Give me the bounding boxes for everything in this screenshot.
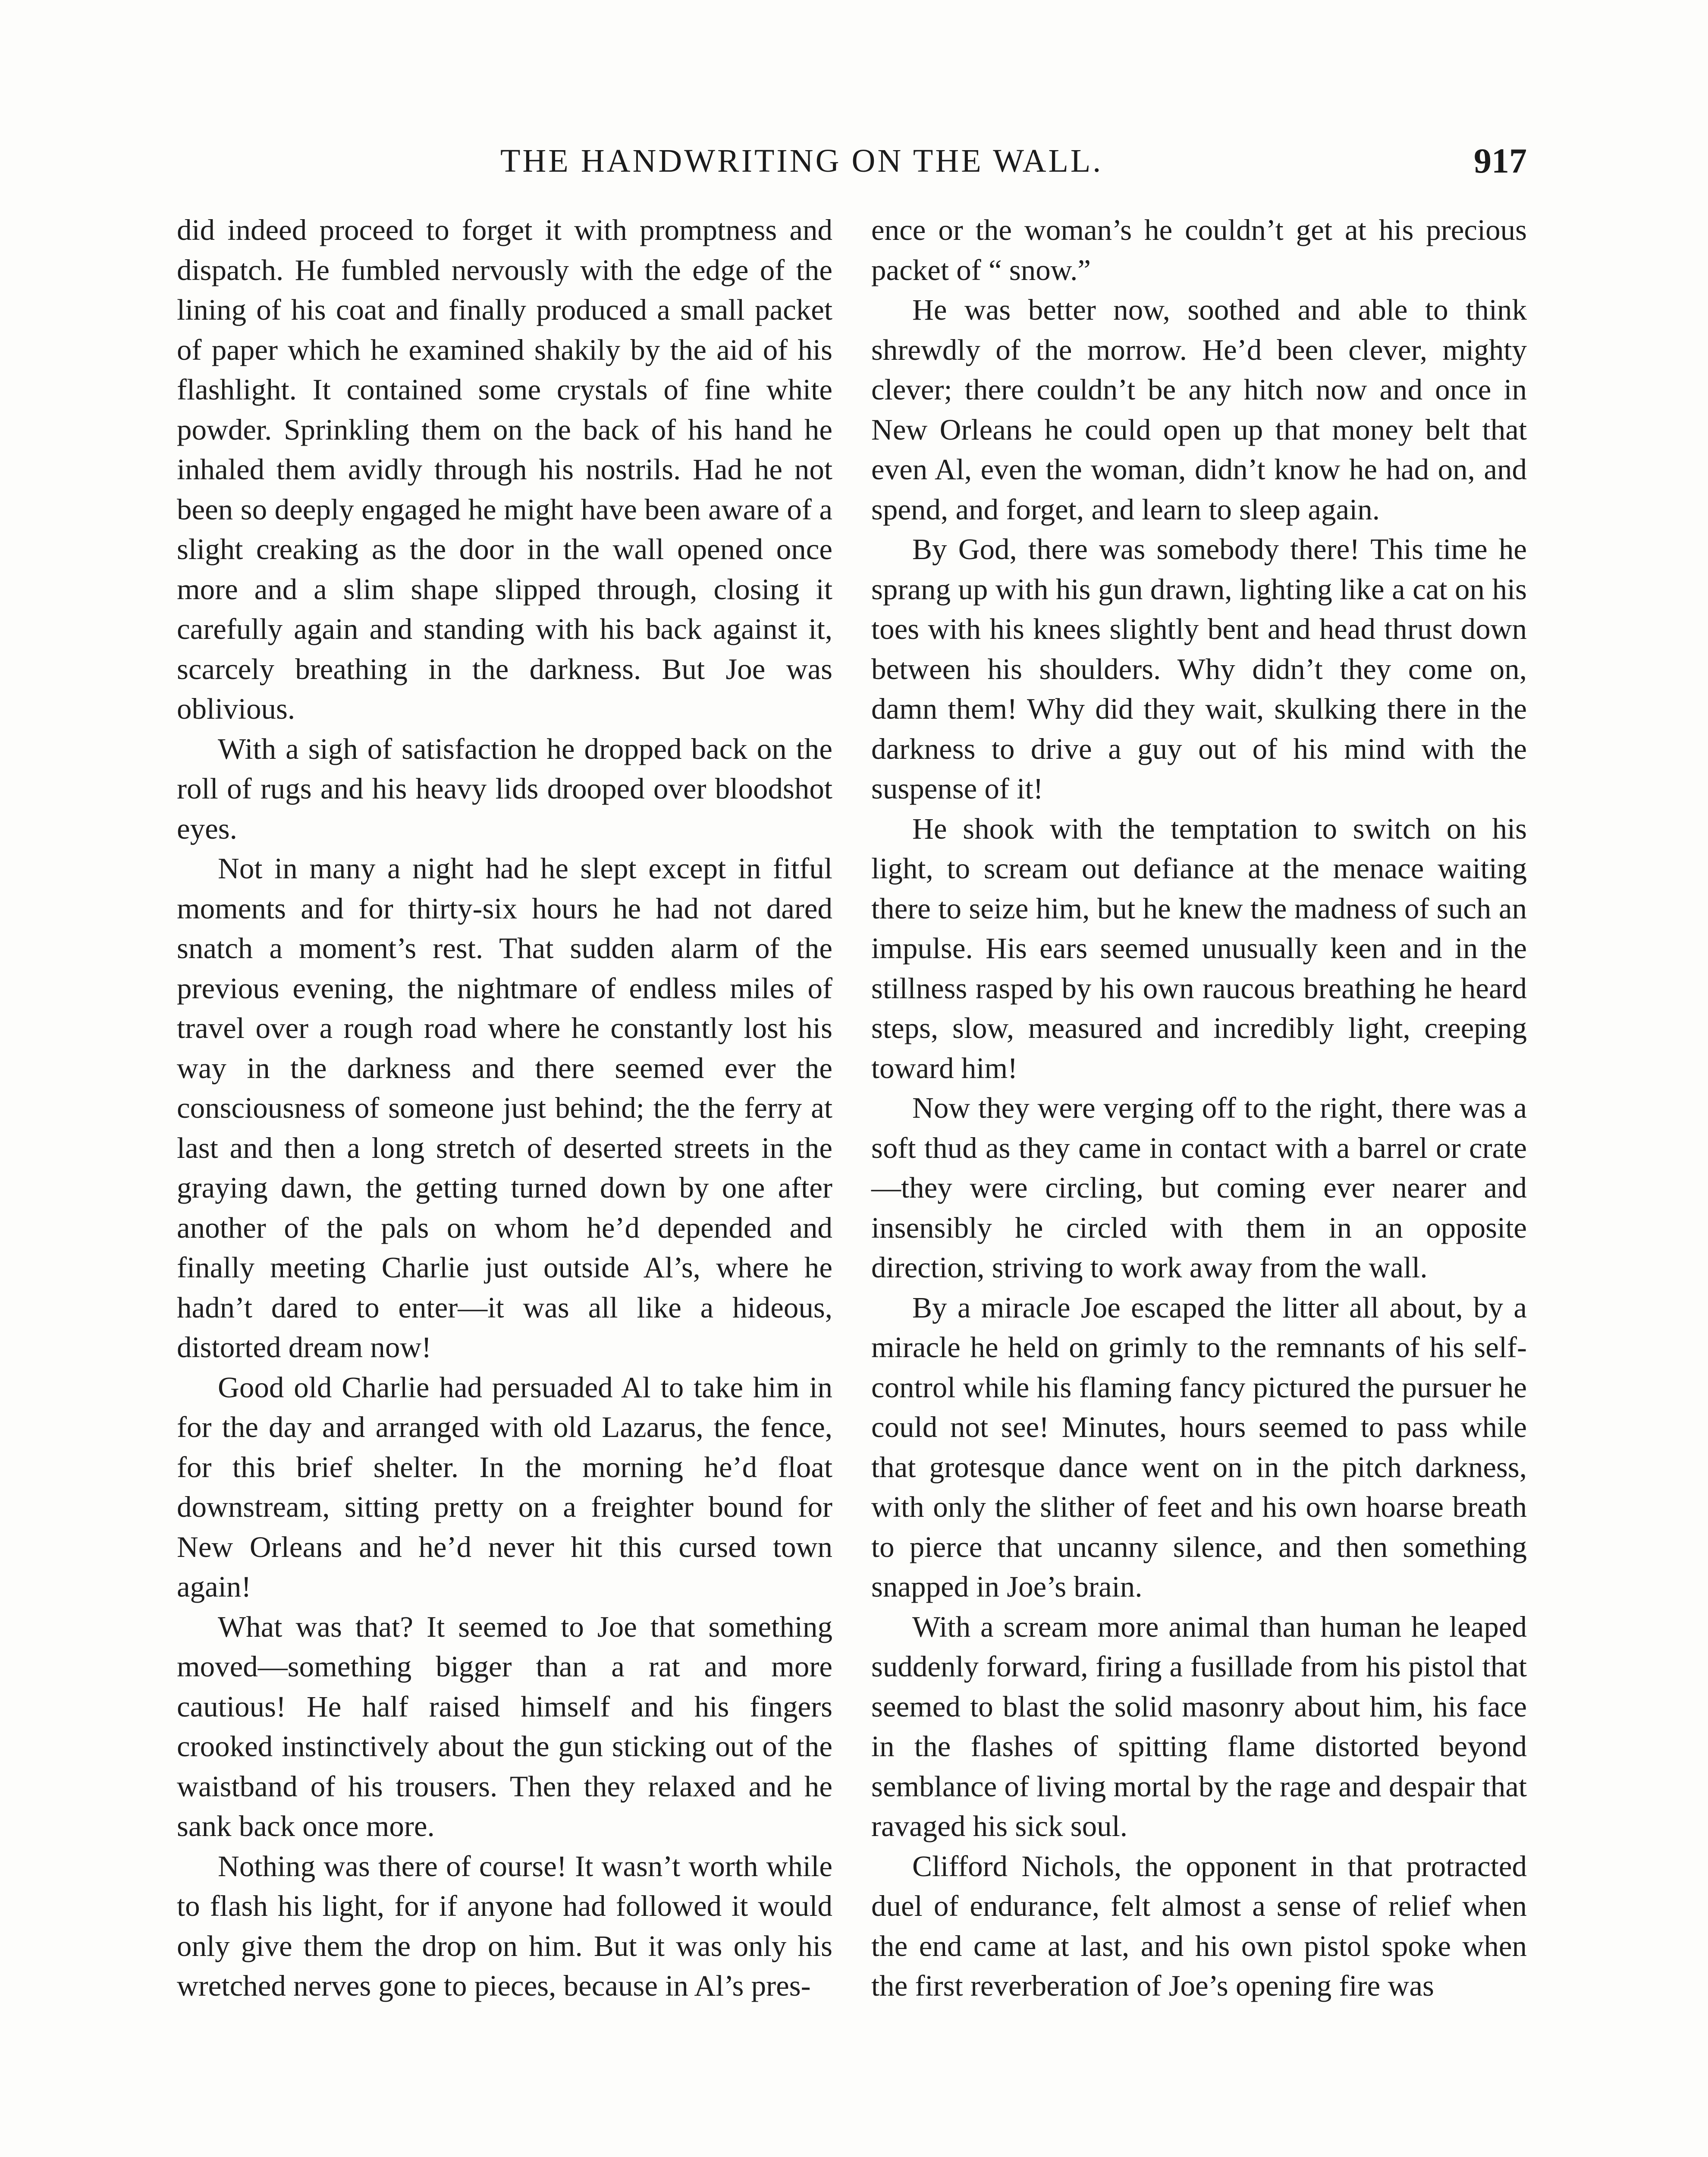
- paragraph: did indeed proceed to forget it with promptness and dispatch. He fumbled nervously with the edge of the lining of his coat and finally produced a small packet of paper which he examined shakily by the aid of his flashlight. It contained some crystals of fine white powder. Sprinkling them on the back of his hand he inhaled them avidly through his nostrils. Had he not been so deeply engaged he might have been aware of a slight creaking as the door in the wall opened once more and a slim shape slipped through, closing it carefully again and standing with his back against it, scarcely breathing in the darkness. But Joe was oblivious.: [177, 214, 832, 725]
- paragraph: What was that? It seemed to Joe that something moved—something bigger than a rat and more cautious! He half raised himself and his fingers crooked instinctively about the gun sticking out of the waistband of his trousers. Then they relaxed and he sank back once more.: [177, 1610, 832, 1843]
- paragraph: Good old Charlie had persuaded Al to take him in for the day and arranged with old Lazarus, the fence, for this brief shelter. In the morning he’d float downstream, sitting pretty on a freighter bound for New Orleans and he’d never hit this cursed town again!: [177, 1371, 832, 1603]
- paragraph: By God, there was somebody there! This time he sprang up with his gun drawn, lighting like a cat on his toes with his knees slightly bent and head thrust down between his shoulders. Why didn’t they come on, damn them! Why did they wait, skulking there in the darkness to drive a guy out of his mind with the suspense of it!: [871, 533, 1527, 805]
- right-column: [871, 210, 1527, 2006]
- paragraph: Now they were verging off to the right, there was a soft thud as they came in contact with a barrel or crate—they were circling, but coming ever nearer and insensibly he circled with them in an opposite direction, striving to work away from the wall.: [871, 1091, 1527, 1284]
- paragraph: Not in many a night had he slept except in fitful moments and for thirty-six hours he had not dared snatch a moment’s rest. That sudden alarm of the previous evening, the nightmare of endless miles of travel over a rough road where he constantly lost his way in the darkness and there seemed ever the consciousness of someone just behind; the the ferry at last and then a long stretch of deserted streets in the graying dawn, the getting turned down by one after another of the pals on whom he’d depended and finally meeting Charlie just outside Al’s, where he hadn’t dared to enter—it was all like a hideous, distorted dream now!: [177, 852, 832, 1364]
- running-head: [0, 137, 1708, 185]
- paragraph: By a miracle Joe escaped the litter all about, by a miracle he held on grimly to the remnants of his self-control while his flaming fancy pictured the pursuer he could not see! Minutes, hours seemed to pass while that grotesque dance went on in the pitch darkness, with only the slither of feet and his own hoarse breath to pierce that uncanny silence, and then something snapped in Joe’s brain.: [871, 1291, 1527, 1603]
- paragraph: He was better now, soothed and able to think shrewdly of the morrow. He’d been clever, mighty clever; there couldn’t be any hitch now and once in New Orleans he could open up that money belt that even Al, even the woman, didn’t know he had on, and spend, and forget, and learn to sleep again.: [871, 293, 1527, 526]
- paragraph: Clifford Nichols, the opponent in that protracted duel of endurance, felt almost a sense of relief when the end came at last, and his own pistol spoke when the first reverberation of Joe’s opening fire was: [871, 1849, 1527, 2002]
- left-column: [177, 210, 832, 2006]
- page-number: 917: [1474, 141, 1527, 180]
- paragraph: He shook with the temptation to switch on his light, to scream out defiance at the menace waiting there to seize him, but he knew the madness of such an impulse. His ears seemed unusually keen and in the stillness rasped by his own raucous breathing he heard steps, slow, measured and incredibly light, creeping toward him!: [871, 812, 1527, 1085]
- running-title: THE HANDWRITING ON THE WALL.: [500, 143, 1103, 179]
- paragraph: With a scream more animal than human he leaped suddenly forward, firing a fusillade from his pistol that seemed to blast the solid masonry about him, his face in the flashes of spitting flame distorted beyond semblance of living mortal by the rage and despair that ravaged his sick soul.: [871, 1610, 1527, 1843]
- paragraph: With a sigh of satisfaction he dropped back on the roll of rugs and his heavy lids drooped over bloodshot eyes.: [177, 732, 832, 845]
- paragraph: Nothing was there of course! It wasn’t worth while to flash his light, for if anyone had followed it would only give them the drop on him. But it was only his wretched nerves gone to pieces, because in Al’s pres-: [177, 1849, 832, 2002]
- paragraph: ence or the woman’s he couldn’t get at his precious packet of “ snow.”: [871, 214, 1527, 286]
